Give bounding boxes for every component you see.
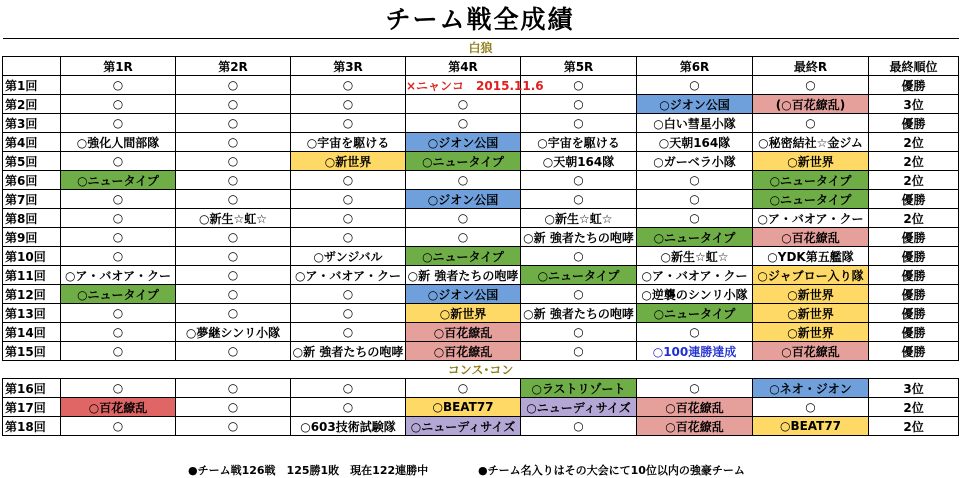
table-row [3,152,959,171]
result-cell: ○ [753,398,869,417]
result-cell: ○ [61,209,176,228]
result-cell: ○ [176,95,291,114]
result-cell: ○ [406,209,521,228]
final-rank: 優勝 [869,190,959,209]
result-cell: ×ニャンコ 2015.11.6 [406,76,521,95]
column-header: 第4R [406,57,521,76]
result-cell: ○ジオン公国 [637,95,753,114]
result-cell: ○新 強者たちの咆哮 [521,228,637,247]
result-cell: ○秘密結社☆金ジム [753,133,869,152]
section-row [3,39,959,57]
round-label: 第18回 [3,417,61,436]
result-cell: ○天朝164隊 [521,152,637,171]
result-cell: ○ [291,323,406,342]
result-cell: ○百花繚乱 [753,228,869,247]
result-cell: ○ [406,114,521,133]
result-cell: ○ [521,76,637,95]
final-rank: 優勝 [869,323,959,342]
result-cell: ○ニュータイプ [637,304,753,323]
result-cell: ○ [637,209,753,228]
result-cell: ○ [176,171,291,190]
round-label: 第7回 [3,190,61,209]
result-cell: ○ [753,114,869,133]
result-cell: ○ [291,228,406,247]
result-cell: ○BEAT77 [406,398,521,417]
result-cell: ○新生☆虹☆ [176,209,291,228]
result-cell: ○ガーベラ小隊 [637,152,753,171]
result-cell: ○百花繚乱 [61,398,176,417]
result-cell: ○603技術試験隊 [291,417,406,436]
result-cell: ○ [637,76,753,95]
result-cell: ○百花繚乱 [406,323,521,342]
result-cell: ○天朝164隊 [637,133,753,152]
result-cell: ○ [61,114,176,133]
final-rank: 優勝 [869,114,959,133]
result-cell: ○ [521,417,637,436]
result-cell: ○ [521,190,637,209]
result-cell: ○ニュータイプ [61,171,176,190]
result-cell: ○夢継シンリ小隊 [176,323,291,342]
result-cell: ○新世界 [753,304,869,323]
round-label: 第14回 [3,323,61,342]
table-row [3,247,959,266]
section-row [3,361,959,379]
final-rank: 優勝 [869,304,959,323]
result-cell: ○ザンジバル [291,247,406,266]
round-label: 第6回 [3,171,61,190]
result-cell: ○ [291,95,406,114]
result-cell: ○ [521,114,637,133]
result-cell: ○ [291,209,406,228]
round-label: 第13回 [3,304,61,323]
final-rank: 優勝 [869,76,959,95]
round-label: 第2回 [3,95,61,114]
result-cell: ○ [176,114,291,133]
column-header: 第2R [176,57,291,76]
result-cell: ○ [406,379,521,398]
result-cell: ○ニュータイプ [753,171,869,190]
result-cell: ○ニューディサイズ [521,398,637,417]
result-cell: ○宇宙を駆ける [521,133,637,152]
result-cell: ○ [521,285,637,304]
result-cell: ○新 強者たちの咆哮 [521,304,637,323]
result-cell: ○ [753,76,869,95]
result-cell: ○ [291,379,406,398]
result-cell: ○ [61,379,176,398]
footer-note-legend: ●チーム名入りはその大会にて10位以内の強豪チーム [478,464,745,477]
result-cell: ○ [61,323,176,342]
result-cell: ○ [176,379,291,398]
result-cell: ○百花繚乱 [406,342,521,361]
result-cell: ○ジオン公国 [406,285,521,304]
table-row [3,95,959,114]
result-cell: ○新世界 [406,304,521,323]
result-cell: ○ [291,76,406,95]
result-cell: ○ [521,247,637,266]
final-rank: 3位 [869,95,959,114]
column-header: 第6R [637,57,753,76]
final-rank: 2位 [869,171,959,190]
table-row [3,379,959,398]
result-cell: ○ [176,152,291,171]
result-cell: ○ [291,398,406,417]
result-cell: ○YDK第五艦隊 [753,247,869,266]
result-cell: ○ [637,379,753,398]
result-cell: ○ニューディサイズ [406,417,521,436]
section-label: 白狼 [3,39,959,57]
result-cell: ○ニュータイプ [406,152,521,171]
result-cell: ○新 強者たちの咆哮 [406,266,521,285]
result-cell: ○ [61,342,176,361]
result-cell: ○ [61,417,176,436]
result-cell: ○ [176,417,291,436]
round-label: 第17回 [3,398,61,417]
result-cell: ○ラストリゾート [521,379,637,398]
result-cell: ○ [176,133,291,152]
result-cell: ○ア・バオア・クー [637,266,753,285]
result-cell: ○100連勝達成 [637,342,753,361]
result-cell: ○新世界 [291,152,406,171]
result-cell: ○ニュータイプ [521,266,637,285]
result-cell: ○ジオン公国 [406,133,521,152]
column-header: 最終R [753,57,869,76]
final-rank: 優勝 [869,228,959,247]
result-cell: ○ア・バオア・クー [291,266,406,285]
result-cell: ○ [61,152,176,171]
result-cell: ○ [521,95,637,114]
result-cell: ○ [176,247,291,266]
final-rank: 3位 [869,379,959,398]
result-cell: ○ [291,285,406,304]
result-cell: ○ [176,190,291,209]
column-header [3,57,61,76]
final-rank: 優勝 [869,285,959,304]
round-label: 第9回 [3,228,61,247]
result-cell: ○ [291,114,406,133]
table-row [3,228,959,247]
table-row [3,417,959,436]
section-label: コンス･コン [3,361,959,379]
final-rank: 2位 [869,133,959,152]
result-cell: ○ [406,95,521,114]
table-row [3,323,959,342]
result-cell: ○ア・バオア・クー [753,209,869,228]
result-cell: ○ア・バオア・クー [61,266,176,285]
result-cell: ○逆襲のシンリ小隊 [637,285,753,304]
result-cell: ○新生☆虹☆ [521,209,637,228]
table-row [3,76,959,95]
result-cell: ○新世界 [753,323,869,342]
result-cell: ○ [61,304,176,323]
result-cell: ○ [176,285,291,304]
result-cell: ○ [521,323,637,342]
final-rank: 2位 [869,398,959,417]
column-header: 最終順位 [869,57,959,76]
footer-note-record: ●チーム戦126戦 125勝1敗 現在122連勝中 [188,464,429,477]
header-row [3,57,959,76]
result-cell: ○ネオ・ジオン [753,379,869,398]
result-cell: ○ [637,190,753,209]
round-label: 第3回 [3,114,61,133]
final-rank: 2位 [869,417,959,436]
result-cell: ○ [176,342,291,361]
round-label: 第11回 [3,266,61,285]
result-cell: ○ [61,228,176,247]
final-rank: 優勝 [869,342,959,361]
result-cell: ○ [406,228,521,247]
round-label: 第4回 [3,133,61,152]
round-label: 第8回 [3,209,61,228]
result-cell: ○ニュータイプ [406,247,521,266]
result-cell: ○新世界 [753,152,869,171]
result-cell: ○ [176,76,291,95]
result-cell: ○ [521,171,637,190]
round-label: 第1回 [3,76,61,95]
result-cell: ○BEAT77 [753,417,869,436]
result-cell: ○ [291,190,406,209]
result-cell: ○強化人間部隊 [61,133,176,152]
table-row [3,398,959,417]
result-cell: ○ニュータイプ [753,190,869,209]
result-cell: ○ [637,171,753,190]
table-row [3,133,959,152]
result-cell: ○ [637,323,753,342]
result-cell: ○ニュータイプ [637,228,753,247]
round-label: 第15回 [3,342,61,361]
table-row [3,209,959,228]
table-row [3,171,959,190]
round-label: 第12回 [3,285,61,304]
final-rank: 優勝 [869,266,959,285]
final-rank: 2位 [869,209,959,228]
result-cell: ○ジャブロー入り隊 [753,266,869,285]
result-cell: ○ [406,171,521,190]
result-cell: (○百花繚乱) [753,95,869,114]
results-table [2,38,959,436]
final-rank: 2位 [869,152,959,171]
result-cell: ○ [176,228,291,247]
result-cell: ○百花繚乱 [753,342,869,361]
result-cell: ○百花繚乱 [637,417,753,436]
table-row [3,304,959,323]
table-row [3,114,959,133]
round-label: 第16回 [3,379,61,398]
result-cell: ○ [176,266,291,285]
result-cell: ○ [61,190,176,209]
result-cell: ○ニュータイプ [61,285,176,304]
result-cell: ○ [291,171,406,190]
result-cell: ○ジオン公国 [406,190,521,209]
table-row [3,190,959,209]
result-cell: ○新生☆虹☆ [637,247,753,266]
result-cell: ○宇宙を駆ける [291,133,406,152]
result-cell: ○新世界 [753,285,869,304]
result-cell: ○白い彗星小隊 [637,114,753,133]
result-cell: ○ [61,247,176,266]
table-row [3,342,959,361]
result-cell: ○ [291,304,406,323]
result-cell: ○ [176,304,291,323]
column-header: 第1R [61,57,176,76]
page-title: チーム戦全成績 [385,5,575,34]
result-cell: ○新 強者たちの咆哮 [291,342,406,361]
column-header: 第3R [291,57,406,76]
result-cell: ○ [61,95,176,114]
round-label: 第5回 [3,152,61,171]
result-cell: ○百花繚乱 [637,398,753,417]
result-cell: ○ [521,342,637,361]
table-row [3,285,959,304]
column-header: 第5R [521,57,637,76]
result-cell: ○ [61,76,176,95]
result-cell: ○ [176,398,291,417]
round-label: 第10回 [3,247,61,266]
final-rank: 優勝 [869,247,959,266]
table-row [3,266,959,285]
